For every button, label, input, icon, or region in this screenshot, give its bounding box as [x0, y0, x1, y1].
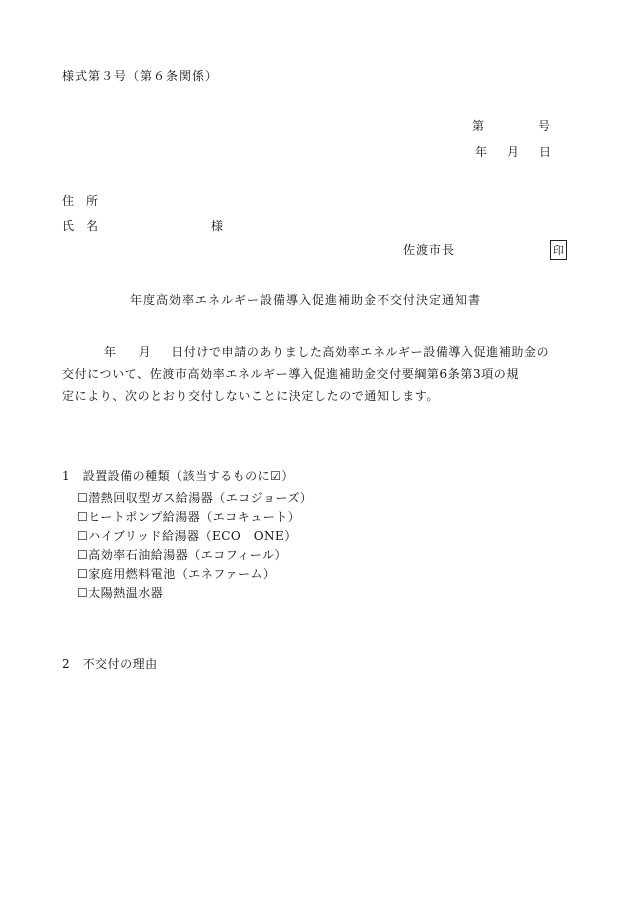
body-line-1-text: 日付けで申請のありました高効率エネルギー設備導入促進補助金の	[171, 345, 550, 359]
equipment-item: ☐ハイブリッド給湯器（ECO ONE）	[77, 529, 297, 543]
form-id: 様式第３号（第６条関係）	[62, 69, 219, 83]
honorific: 様	[211, 219, 224, 233]
address-label: 住 所	[62, 194, 99, 208]
date-year-label: 年	[475, 145, 488, 159]
body-month: 月	[138, 345, 152, 359]
section-1-heading: 1 設置設備の種類（該当するものに☑）	[62, 469, 294, 483]
body-paragraph	[62, 341, 572, 407]
body-line-3: 定により、次のとおり交付しないことに決定したので通知します。	[62, 389, 440, 403]
name-label: 氏 名	[62, 219, 99, 233]
body-line-1	[62, 341, 572, 363]
seal-box: 印	[550, 240, 567, 260]
equipment-item: ☐潜熱回収型ガス給湯器（エコジョーズ）	[77, 491, 313, 505]
equipment-item: ☐高効率石油給湯器（エコフィール）	[77, 548, 288, 562]
equipment-item: ☐太陽熱温水器	[77, 586, 164, 600]
number-suffix: 号	[538, 119, 551, 133]
equipment-item: ☐家庭用燃料電池（エネファーム）	[77, 567, 276, 581]
section-2-heading: 2 不交付の理由	[62, 657, 158, 671]
date-day-label: 日	[539, 145, 552, 159]
sender-name: 佐渡市長	[403, 243, 456, 257]
date-month-label: 月	[507, 145, 520, 159]
document-title: 年度高効率エネルギー設備導入促進補助金不交付決定通知書	[130, 293, 482, 307]
body-line-2: 交付について、佐渡市高効率エネルギー導入促進補助金交付要綱第6条第3項の規	[62, 367, 519, 381]
body-year: 年	[104, 345, 117, 359]
number-prefix: 第	[472, 119, 485, 133]
equipment-item: ☐ヒートポンプ給湯器（エコキュート）	[77, 510, 301, 524]
